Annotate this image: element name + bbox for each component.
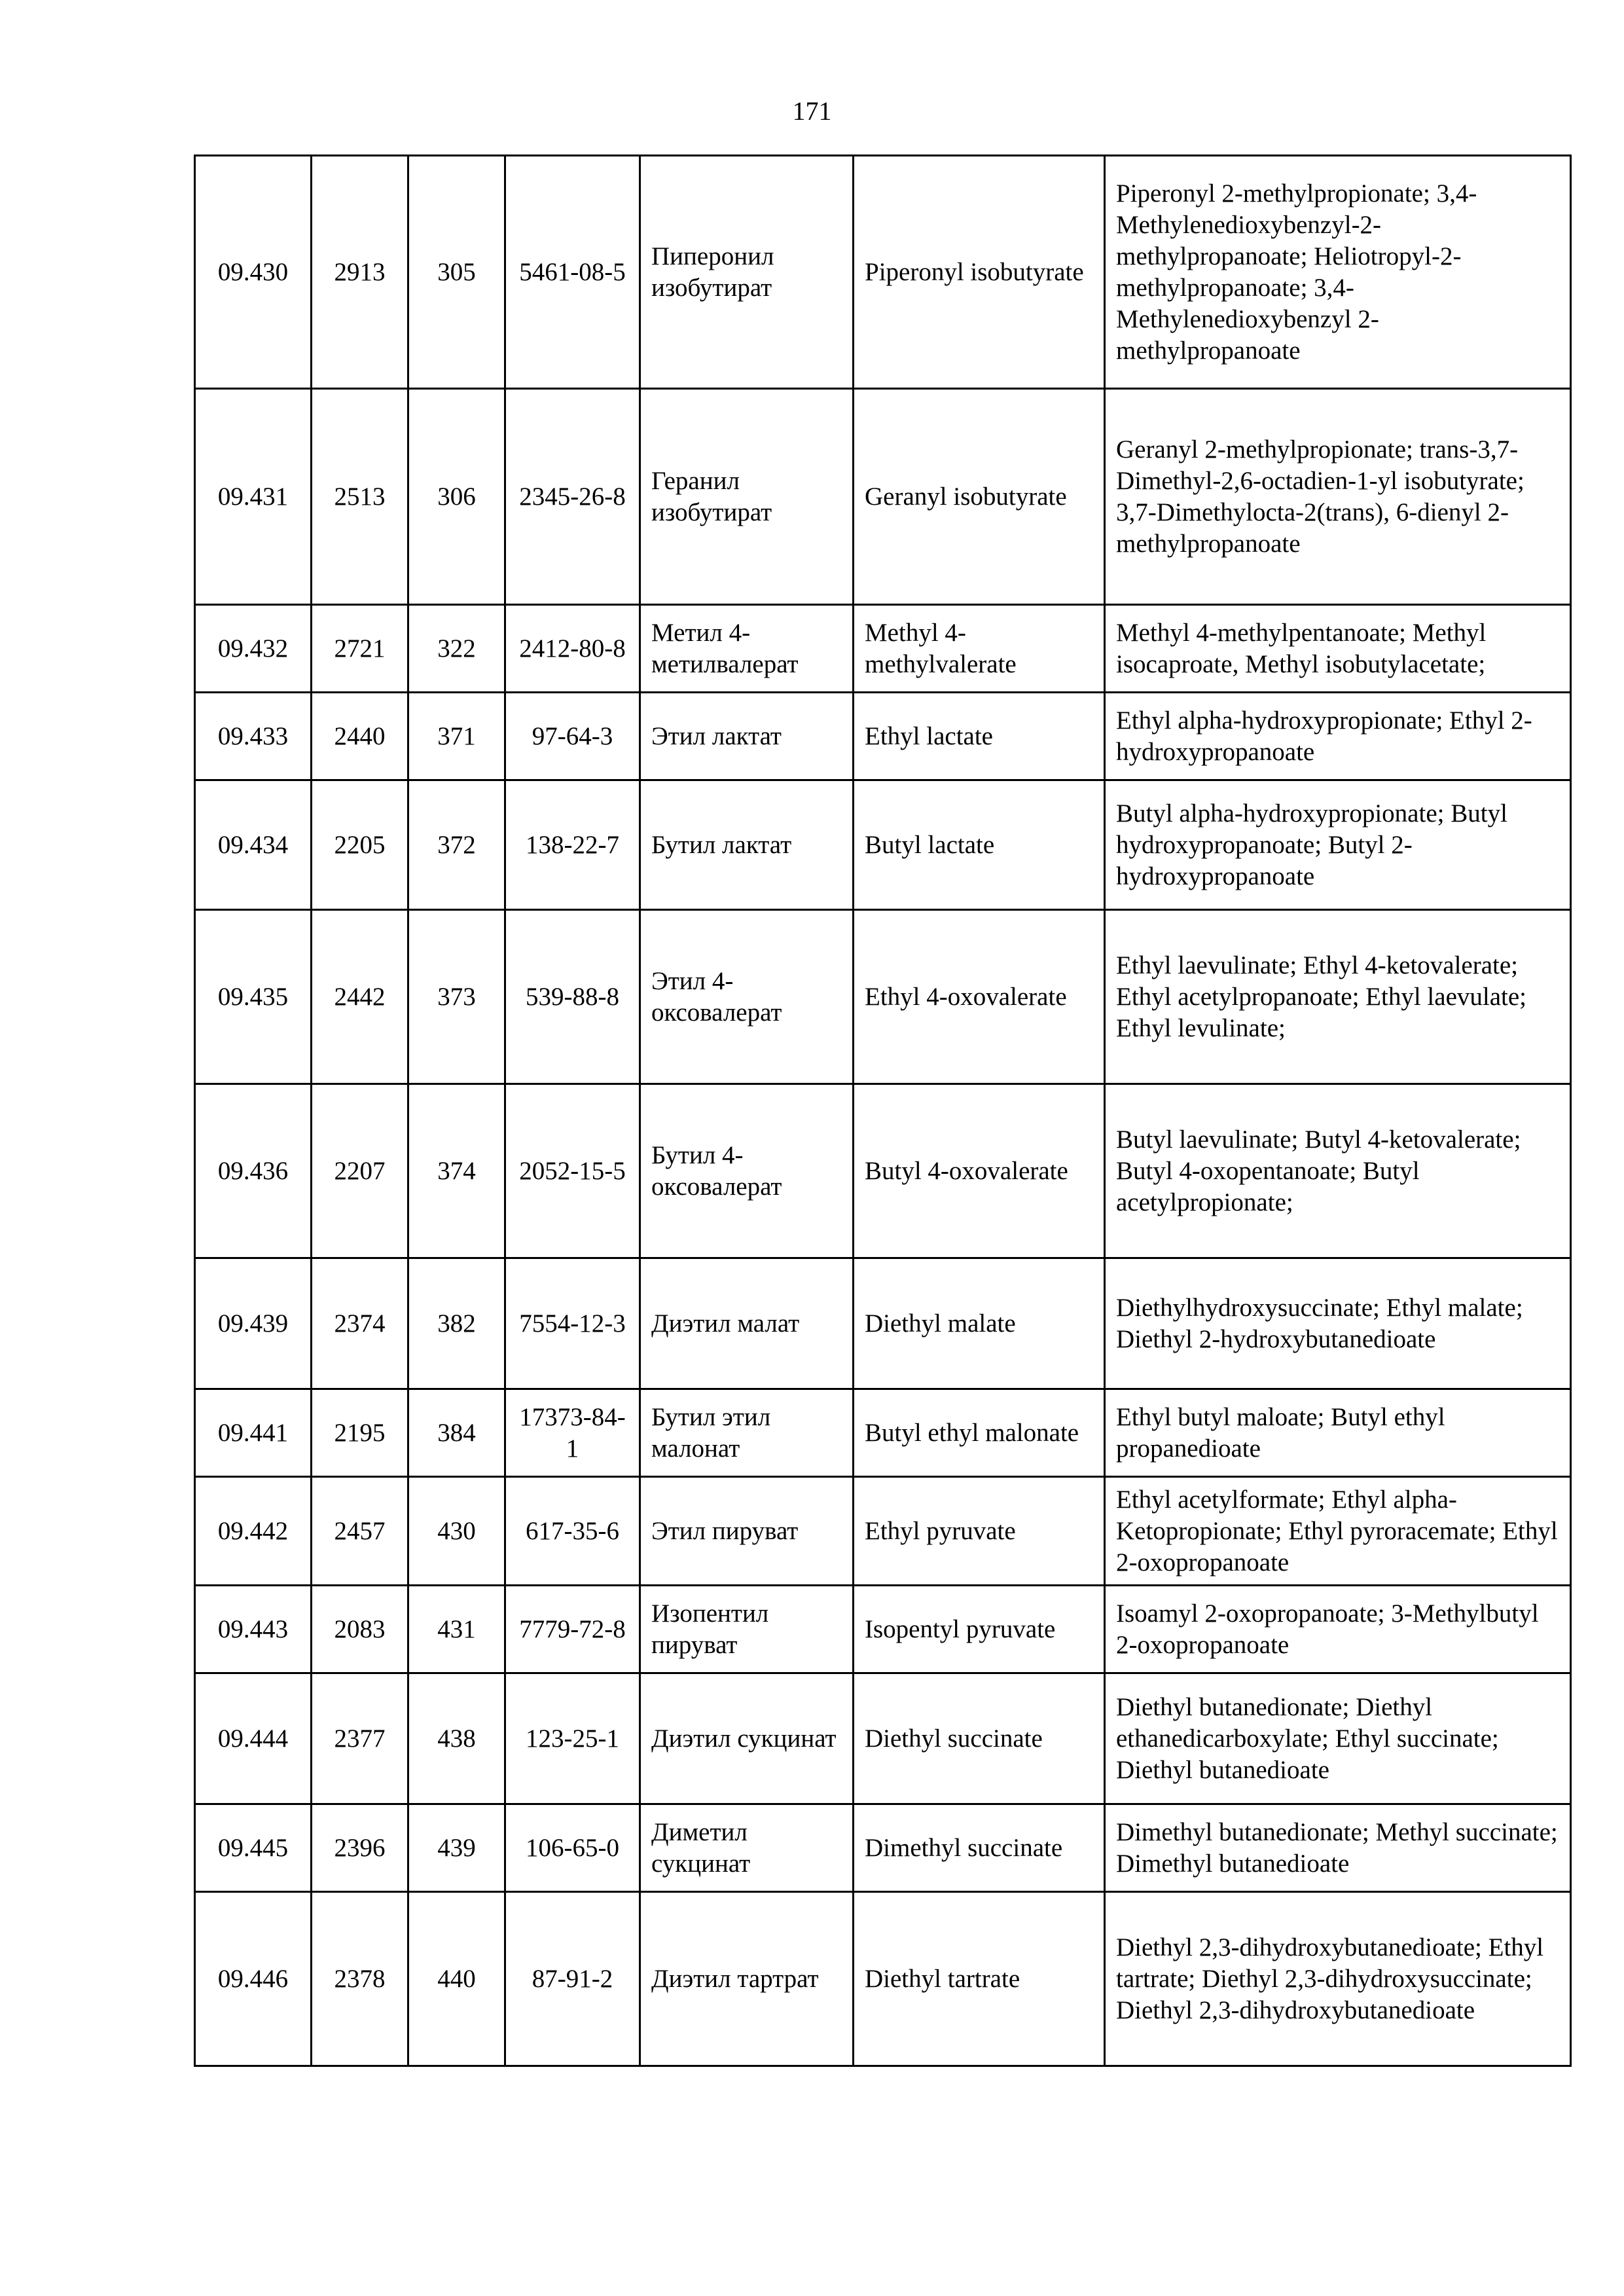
code-a-cell: 2440 — [312, 693, 408, 780]
table-row — [195, 1258, 1571, 1389]
russian-name-cell: Бутил 4-оксовалерат — [640, 1084, 854, 1258]
cas-number-cell: 2345-26-8 — [505, 389, 640, 605]
cas-number-cell: 7779-72-8 — [505, 1586, 640, 1673]
russian-name-cell: Диэтил тартрат — [640, 1892, 854, 2066]
code-b-cell: 438 — [408, 1673, 505, 1804]
english-name-cell: Piperonyl isobutyrate — [854, 156, 1105, 389]
synonyms-cell: Butyl alpha-hydroxypropionate; Butyl hydroxypropanoate; Butyl 2-hydroxypropanoate — [1105, 780, 1571, 910]
code-b-cell: 373 — [408, 910, 505, 1084]
code-a-cell: 2378 — [312, 1892, 408, 2066]
table-row — [195, 780, 1571, 910]
row-number-cell: 09.445 — [195, 1804, 312, 1892]
cas-number-cell: 138-22-7 — [505, 780, 640, 910]
code-a-cell: 2195 — [312, 1389, 408, 1477]
row-number-cell: 09.435 — [195, 910, 312, 1084]
row-number-cell: 09.441 — [195, 1389, 312, 1477]
table-row — [195, 1586, 1571, 1673]
russian-name-cell: Метил 4-метилвалерат — [640, 605, 854, 693]
english-name-cell: Ethyl lactate — [854, 693, 1105, 780]
row-number-cell: 09.431 — [195, 389, 312, 605]
synonyms-cell: Butyl laevulinate; Butyl 4-ketovalerate; Butyl 4-oxopentanoate; Butyl acetylpropionate; — [1105, 1084, 1571, 1258]
cas-number-cell: 2412-80-8 — [505, 605, 640, 693]
code-b-cell: 431 — [408, 1586, 505, 1673]
english-name-cell: Diethyl malate — [854, 1258, 1105, 1389]
table-row — [195, 156, 1571, 389]
flavouring-substances-table — [194, 155, 1572, 2067]
russian-name-cell: Изопентил пируват — [640, 1586, 854, 1673]
row-number-cell: 09.443 — [195, 1586, 312, 1673]
russian-name-cell: Геранил изобутират — [640, 389, 854, 605]
table-row — [195, 1389, 1571, 1477]
code-b-cell: 439 — [408, 1804, 505, 1892]
synonyms-cell: Diethyl 2,3-dihydroxybutanedioate; Ethyl tartrate; Diethyl 2,3-dihydroxysuccinate; Diethyl 2,3-dihydroxybutanedioate — [1105, 1892, 1571, 2066]
table-row — [195, 1804, 1571, 1892]
cas-number-cell: 2052-15-5 — [505, 1084, 640, 1258]
row-number-cell: 09.434 — [195, 780, 312, 910]
cas-number-cell: 106-65-0 — [505, 1804, 640, 1892]
synonyms-cell: Piperonyl 2-methylpropionate; 3,4-Methylenedioxybenzyl-2-methylpropanoate; Heliotropyl-2-methylpropanoate; 3,4-Methylenedioxybenzyl 2-methylpropanoate — [1105, 156, 1571, 389]
synonyms-cell: Dimethyl butanedionate; Methyl succinate; Dimethyl butanedioate — [1105, 1804, 1571, 1892]
code-b-cell: 440 — [408, 1892, 505, 2066]
russian-name-cell: Бутил лактат — [640, 780, 854, 910]
code-b-cell: 430 — [408, 1477, 505, 1586]
code-a-cell: 2207 — [312, 1084, 408, 1258]
synonyms-cell: Ethyl laevulinate; Ethyl 4-ketovalerate; Ethyl acetylpropanoate; Ethyl laevulate; Ethyl levulinate; — [1105, 910, 1571, 1084]
code-a-cell: 2721 — [312, 605, 408, 693]
english-name-cell: Diethyl tartrate — [854, 1892, 1105, 2066]
code-a-cell: 2457 — [312, 1477, 408, 1586]
row-number-cell: 09.444 — [195, 1673, 312, 1804]
english-name-cell: Ethyl pyruvate — [854, 1477, 1105, 1586]
synonyms-cell: Geranyl 2-methylpropionate; trans-3,7-Dimethyl-2,6-octadien-1-yl isobutyrate; 3,7-Dimethylocta-2(trans), 6-dienyl 2-methylpropanoate — [1105, 389, 1571, 605]
row-number-cell: 09.433 — [195, 693, 312, 780]
table-row — [195, 693, 1571, 780]
code-b-cell: 322 — [408, 605, 505, 693]
cas-number-cell: 87-91-2 — [505, 1892, 640, 2066]
table-row — [195, 1673, 1571, 1804]
table-row — [195, 1892, 1571, 2066]
code-a-cell: 2513 — [312, 389, 408, 605]
english-name-cell: Geranyl isobutyrate — [854, 389, 1105, 605]
synonyms-cell: Ethyl acetylformate; Ethyl alpha-Ketopropionate; Ethyl pyroracemate; Ethyl 2-oxopropanoate — [1105, 1477, 1571, 1586]
code-b-cell: 371 — [408, 693, 505, 780]
synonyms-cell: Ethyl butyl maloate; Butyl ethyl propanedioate — [1105, 1389, 1571, 1477]
table-row — [195, 1477, 1571, 1586]
english-name-cell: Butyl 4-oxovalerate — [854, 1084, 1105, 1258]
table-row — [195, 605, 1571, 693]
synonyms-cell: Isoamyl 2-oxopropanoate; 3-Methylbutyl 2-oxopropanoate — [1105, 1586, 1571, 1673]
code-b-cell: 306 — [408, 389, 505, 605]
code-b-cell: 372 — [408, 780, 505, 910]
row-number-cell: 09.430 — [195, 156, 312, 389]
code-a-cell: 2377 — [312, 1673, 408, 1804]
russian-name-cell: Этил 4-оксовалерат — [640, 910, 854, 1084]
table-row — [195, 389, 1571, 605]
cas-number-cell: 5461-08-5 — [505, 156, 640, 389]
row-number-cell: 09.439 — [195, 1258, 312, 1389]
code-a-cell: 2396 — [312, 1804, 408, 1892]
table-body — [195, 156, 1571, 2066]
english-name-cell: Diethyl succinate — [854, 1673, 1105, 1804]
table-row — [195, 1084, 1571, 1258]
row-number-cell: 09.436 — [195, 1084, 312, 1258]
english-name-cell: Butyl lactate — [854, 780, 1105, 910]
row-number-cell: 09.446 — [195, 1892, 312, 2066]
english-name-cell: Butyl ethyl malonate — [854, 1389, 1105, 1477]
russian-name-cell: Пиперонил изобутират — [640, 156, 854, 389]
code-b-cell: 384 — [408, 1389, 505, 1477]
cas-number-cell: 97-64-3 — [505, 693, 640, 780]
synonyms-cell: Methyl 4-methylpentanoate; Methyl isocaproate, Methyl isobutylacetate; — [1105, 605, 1571, 693]
code-a-cell: 2374 — [312, 1258, 408, 1389]
code-b-cell: 382 — [408, 1258, 505, 1389]
russian-name-cell: Диэтил сукцинат — [640, 1673, 854, 1804]
russian-name-cell: Бутил этил малонат — [640, 1389, 854, 1477]
code-a-cell: 2205 — [312, 780, 408, 910]
english-name-cell: Ethyl 4-oxovalerate — [854, 910, 1105, 1084]
cas-number-cell: 17373-84-1 — [505, 1389, 640, 1477]
synonyms-cell: Diethylhydroxysuccinate; Ethyl malate; Diethyl 2-hydroxybutanedioate — [1105, 1258, 1571, 1389]
table-row — [195, 910, 1571, 1084]
code-a-cell: 2913 — [312, 156, 408, 389]
row-number-cell: 09.442 — [195, 1477, 312, 1586]
russian-name-cell: Диэтил малат — [640, 1258, 854, 1389]
code-b-cell: 374 — [408, 1084, 505, 1258]
page-number: 171 — [792, 96, 832, 126]
russian-name-cell: Этил лактат — [640, 693, 854, 780]
english-name-cell: Dimethyl succinate — [854, 1804, 1105, 1892]
code-a-cell: 2442 — [312, 910, 408, 1084]
english-name-cell: Isopentyl pyruvate — [854, 1586, 1105, 1673]
cas-number-cell: 617-35-6 — [505, 1477, 640, 1586]
english-name-cell: Methyl 4-methylvalerate — [854, 605, 1105, 693]
cas-number-cell: 123-25-1 — [505, 1673, 640, 1804]
synonyms-cell: Ethyl alpha-hydroxypropionate; Ethyl 2-hydroxypropanoate — [1105, 693, 1571, 780]
code-a-cell: 2083 — [312, 1586, 408, 1673]
synonyms-cell: Diethyl butanedionate; Diethyl ethanedicarboxylate; Ethyl succinate; Diethyl butanedioate — [1105, 1673, 1571, 1804]
russian-name-cell: Диметил сукцинат — [640, 1804, 854, 1892]
russian-name-cell: Этил пируват — [640, 1477, 854, 1586]
cas-number-cell: 539-88-8 — [505, 910, 640, 1084]
cas-number-cell: 7554-12-3 — [505, 1258, 640, 1389]
code-b-cell: 305 — [408, 156, 505, 389]
row-number-cell: 09.432 — [195, 605, 312, 693]
